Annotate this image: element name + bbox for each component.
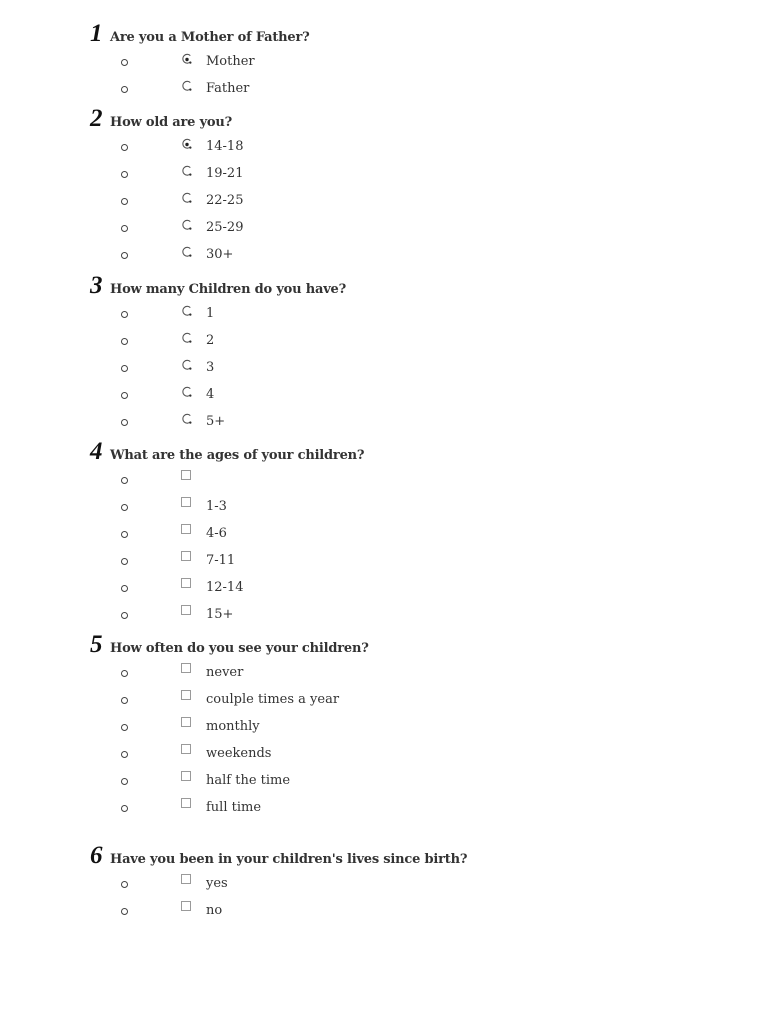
radio-button[interactable] <box>181 356 193 368</box>
list-bullet-icon <box>121 697 128 704</box>
radio-button[interactable] <box>181 189 193 201</box>
radio-button[interactable] <box>181 302 193 314</box>
list-bullet-icon <box>121 225 128 232</box>
question-header <box>90 272 346 302</box>
checkbox[interactable] <box>181 771 191 781</box>
radio-button[interactable] <box>181 383 193 395</box>
question-header <box>90 438 364 468</box>
option-row <box>90 522 364 549</box>
list-bullet-icon <box>121 670 128 677</box>
question-text: How many Children do you have? <box>110 282 347 297</box>
question-3 <box>90 272 346 437</box>
radio-button[interactable] <box>181 216 193 228</box>
checkbox[interactable] <box>181 663 191 673</box>
list-bullet-icon <box>121 805 128 812</box>
question-number: 5 <box>90 631 103 658</box>
question-2 <box>90 105 244 270</box>
list-bullet-icon <box>121 365 128 372</box>
list-bullet-icon <box>121 198 128 205</box>
option-row <box>90 189 244 216</box>
option-label: Father <box>206 81 250 96</box>
question-text: How old are you? <box>110 115 233 130</box>
list-bullet-icon <box>121 59 128 66</box>
option-row <box>90 603 364 630</box>
option-label: 30+ <box>206 247 234 262</box>
option-label: yes <box>206 876 228 891</box>
option-row <box>90 576 364 603</box>
question-number: 6 <box>90 842 103 869</box>
checkbox[interactable] <box>181 874 191 884</box>
checkbox[interactable] <box>181 690 191 700</box>
question-header <box>90 105 232 135</box>
question-text: Are you a Mother of Father? <box>110 30 310 45</box>
list-bullet-icon <box>121 252 128 259</box>
option-row <box>90 356 346 383</box>
checkbox[interactable] <box>181 470 191 480</box>
question-text: Have you been in your children's lives since birth? <box>110 852 468 867</box>
radio-button[interactable] <box>181 243 193 255</box>
option-row <box>90 661 369 688</box>
question-number: 1 <box>90 20 103 47</box>
question-number: 4 <box>90 438 103 465</box>
option-row <box>90 549 364 576</box>
list-bullet-icon <box>121 908 128 915</box>
option-row <box>90 769 369 796</box>
option-row <box>90 50 310 77</box>
list-bullet-icon <box>121 86 128 93</box>
checkbox[interactable] <box>181 578 191 588</box>
question-text: How often do you see your children? <box>110 641 369 656</box>
list-bullet-icon <box>121 531 128 538</box>
list-bullet-icon <box>121 477 128 484</box>
list-bullet-icon <box>121 504 128 511</box>
option-row <box>90 383 346 410</box>
list-bullet-icon <box>121 881 128 888</box>
question-5 <box>90 631 369 823</box>
question-header <box>90 631 369 661</box>
option-label: 1-3 <box>206 499 227 514</box>
option-row <box>90 162 244 189</box>
option-row <box>90 468 364 495</box>
option-label: 12-14 <box>206 580 244 595</box>
question-1 <box>90 20 310 104</box>
option-label: 3 <box>206 360 215 375</box>
option-row <box>90 243 232 270</box>
option-label: 4 <box>206 387 215 402</box>
checkbox[interactable] <box>181 798 191 808</box>
option-row <box>90 410 346 437</box>
checkbox[interactable] <box>181 901 191 911</box>
list-bullet-icon <box>121 144 128 151</box>
option-label: 22-25 <box>206 193 244 208</box>
radio-button[interactable] <box>181 410 193 422</box>
question-4 <box>90 438 364 630</box>
option-label: 2 <box>206 333 215 348</box>
option-label: 4-6 <box>206 526 227 541</box>
list-bullet-icon <box>121 311 128 318</box>
question-header <box>90 20 310 50</box>
option-row <box>90 688 369 715</box>
option-label: weekends <box>206 746 272 761</box>
option-label: 7-11 <box>206 553 236 568</box>
list-bullet-icon <box>121 392 128 399</box>
option-label: half the time <box>206 773 291 788</box>
checkbox[interactable] <box>181 551 191 561</box>
list-bullet-icon <box>121 558 128 565</box>
option-label: 25-29 <box>206 220 244 235</box>
option-label: 14-18 <box>206 139 244 154</box>
radio-button[interactable] <box>181 162 193 174</box>
radio-button[interactable] <box>181 50 193 62</box>
list-bullet-icon <box>121 338 128 345</box>
option-row <box>90 872 467 899</box>
option-row <box>90 77 310 104</box>
checkbox[interactable] <box>181 524 191 534</box>
option-label: full time <box>206 800 262 815</box>
list-bullet-icon <box>121 171 128 178</box>
radio-button[interactable] <box>181 77 193 89</box>
list-bullet-icon <box>121 612 128 619</box>
checkbox[interactable] <box>181 497 191 507</box>
checkbox[interactable] <box>181 605 191 615</box>
list-bullet-icon <box>121 419 128 426</box>
question-header <box>90 842 467 872</box>
option-row <box>90 715 369 742</box>
question-number: 3 <box>90 272 103 299</box>
option-label: 5+ <box>206 414 226 429</box>
option-row <box>90 742 369 769</box>
option-row <box>90 495 364 522</box>
list-bullet-icon <box>121 751 128 758</box>
question-text: What are the ages of your children? <box>110 448 365 463</box>
question-6 <box>90 842 467 926</box>
option-label: Mother <box>206 54 255 69</box>
list-bullet-icon <box>121 778 128 785</box>
option-row <box>90 302 346 329</box>
checkbox[interactable] <box>181 717 191 727</box>
option-row <box>90 329 346 356</box>
radio-button[interactable] <box>181 329 193 341</box>
list-bullet-icon <box>121 724 128 731</box>
checkbox[interactable] <box>181 744 191 754</box>
option-label: 15+ <box>206 607 234 622</box>
option-label: coulple times a year <box>206 692 340 707</box>
option-label: no <box>206 903 223 918</box>
option-label: monthly <box>206 719 260 734</box>
option-label: 1 <box>206 306 215 321</box>
option-row <box>90 216 244 243</box>
option-label: 19-21 <box>206 166 244 181</box>
question-number: 2 <box>90 105 103 132</box>
option-row <box>90 899 467 926</box>
option-row <box>90 135 244 162</box>
list-bullet-icon <box>121 585 128 592</box>
option-row <box>90 796 369 823</box>
radio-button[interactable] <box>181 135 193 147</box>
option-label: never <box>206 665 244 680</box>
